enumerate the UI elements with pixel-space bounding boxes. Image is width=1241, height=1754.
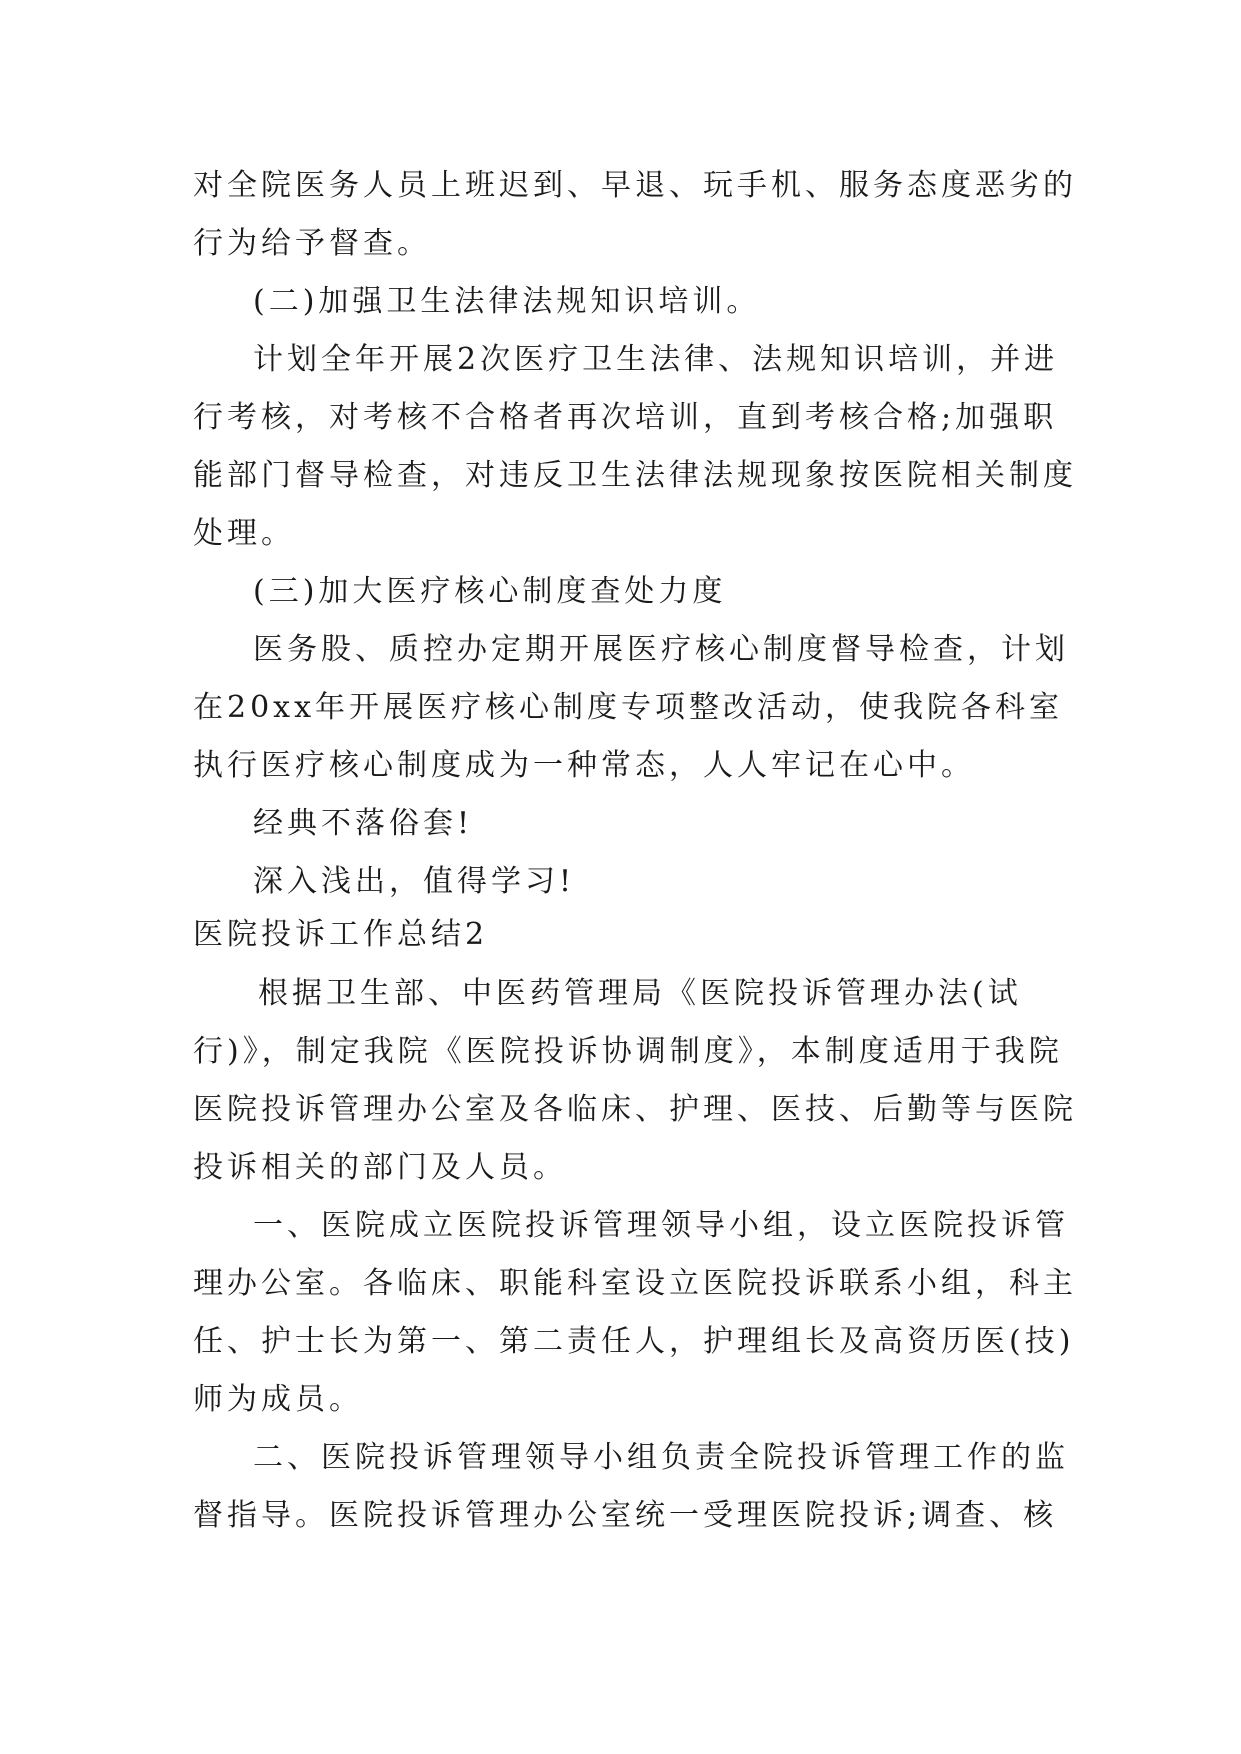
paragraph-line: 根据卫生部、中医药管理局《医院投诉管理办法(试: [258, 976, 1022, 1011]
paragraph-line: 师为成员。: [193, 1382, 363, 1417]
paragraph-line: 任、护士长为第一、第二责任人，护理组长及高资历医(技): [193, 1324, 1075, 1359]
paragraph-line: 对全院医务人员上班迟到、早退、玩手机、服务态度恶劣的: [193, 168, 1077, 203]
paragraph-line: 在20xx年开展医疗核心制度专项整改活动，使我院各科室: [193, 690, 1064, 725]
paragraph-line: 督指导。医院投诉管理办公室统一受理医院投诉;调查、核: [193, 1498, 1058, 1533]
paragraph-line: 二、医院投诉管理领导小组负责全院投诉管理工作的监: [253, 1440, 1069, 1475]
section-heading: (二)加强卫生法律法规知识培训。: [253, 284, 761, 319]
section-heading: (三)加大医疗核心制度查处力度: [253, 574, 727, 609]
paragraph-line: 行)》，制定我院《医院投诉协调制度》，本制度适用于我院: [193, 1034, 1063, 1069]
paragraph-line: 行考核，对考核不合格者再次培训，直到考核合格;加强职: [193, 400, 1058, 435]
paragraph-line: 理办公室。各临床、职能科室设立医院投诉联系小组，科主: [193, 1266, 1077, 1301]
document-title: 医院投诉工作总结2: [193, 917, 489, 952]
paragraph-line: 处理。: [193, 516, 295, 551]
paragraph-line: 深入浅出，值得学习!: [253, 864, 576, 899]
paragraph-line: 能部门督导检查，对违反卫生法律法规现象按医院相关制度: [193, 458, 1077, 493]
paragraph-line: 计划全年开展2次医疗卫生法律、法规知识培训，并进: [253, 342, 1059, 377]
paragraph-line: 医院投诉管理办公室及各临床、护理、医技、后勤等与医院: [193, 1092, 1077, 1127]
paragraph-line: 医务股、质控办定期开展医疗核心制度督导检查，计划: [253, 632, 1069, 667]
paragraph-line: 执行医疗核心制度成为一种常态，人人牢记在心中。: [193, 748, 975, 783]
paragraph-line: 一、医院成立医院投诉管理领导小组，设立医院投诉管: [253, 1208, 1069, 1243]
paragraph-line: 投诉相关的部门及人员。: [193, 1150, 567, 1185]
paragraph-line: 经典不落俗套!: [253, 806, 474, 841]
paragraph-line: 行为给予督查。: [193, 226, 431, 261]
